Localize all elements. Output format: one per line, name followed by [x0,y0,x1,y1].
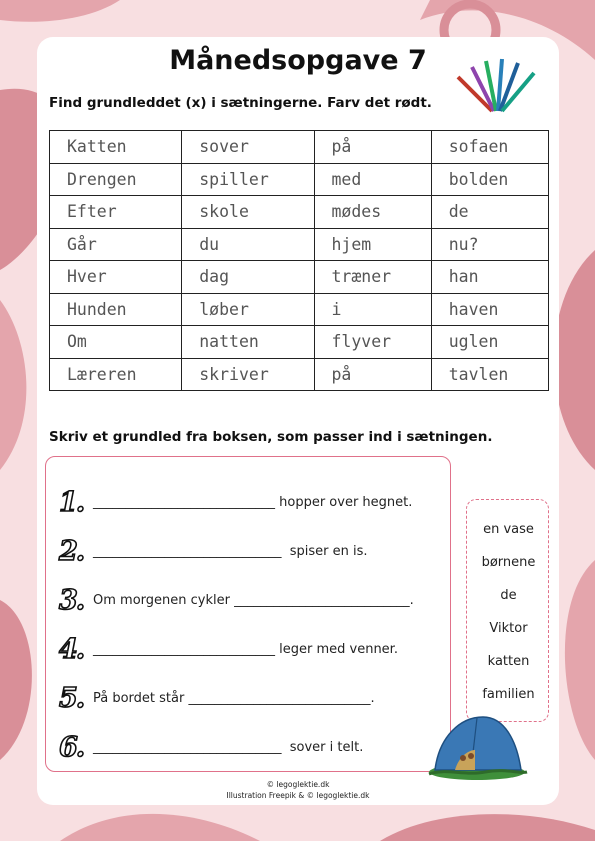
word-cell[interactable]: sofaen [431,131,548,164]
table-row [50,131,549,164]
word-cell[interactable]: natten [182,326,314,359]
word-table [49,130,549,391]
table-row [50,163,549,196]
instruction-write-subject: Skriv et grundled fra boksen, som passer ind i sætningen. [49,429,493,445]
word-cell[interactable]: skole [182,196,314,229]
word-cell[interactable]: med [314,163,431,196]
word-cell[interactable]: hjem [314,228,431,261]
worksheet [37,37,559,805]
sentence-4[interactable] [59,632,398,666]
page-title: Månedsopgave 7 [169,45,427,76]
table-row [50,228,549,261]
sentence-1[interactable] [59,485,412,519]
word-cell[interactable]: løber [182,293,314,326]
word-cell[interactable]: Om [50,326,182,359]
word-cell[interactable]: Efter [50,196,182,229]
footer-copyright: © legoglektie.dk [266,780,330,789]
table-row [50,196,549,229]
word-cell[interactable]: tavlen [431,358,548,391]
word-option: familien [482,687,535,702]
footer-credit: Illustration Freepik & © legoglektie.dk [226,791,370,800]
table-row [50,293,549,326]
word-cell[interactable]: dag [182,261,314,294]
sentence-number: 4. [59,633,84,665]
word-cell[interactable]: nu? [431,228,548,261]
sentence-number: 5. [59,682,84,714]
word-cell[interactable]: bolden [431,163,548,196]
sentence-2[interactable] [59,534,368,568]
colored-pencils-icon [452,57,544,115]
word-cell[interactable]: mødes [314,196,431,229]
word-cell[interactable]: Drengen [50,163,182,196]
sentence-text: _____________________________ sover i telt. [93,739,364,755]
word-cell[interactable]: på [314,131,431,164]
word-cell[interactable]: flyver [314,326,431,359]
word-cell[interactable]: træner [314,261,431,294]
table-row [50,261,549,294]
word-cell[interactable]: sover [182,131,314,164]
sentence-number: 3. [59,584,84,616]
word-cell[interactable]: Hunden [50,293,182,326]
sentence-text: ____________________________ hopper over hegnet. [93,494,413,510]
word-option: de [500,588,517,603]
sentence-text: _____________________________ spiser en is. [93,543,368,559]
sentence-text: På bordet står ____________________________. [93,690,375,706]
sentence-text: ____________________________ leger med venner. [93,641,398,657]
word-cell[interactable]: haven [431,293,548,326]
instruction-find-subject: Find grundleddet (x) i sætningerne. Farv det rødt. [49,95,432,111]
word-cell[interactable]: uglen [431,326,548,359]
word-cell[interactable]: de [431,196,548,229]
sentence-5[interactable] [59,681,375,715]
word-cell[interactable]: skriver [182,358,314,391]
sentence-number: 6. [59,731,84,763]
sentence-number: 2. [59,535,84,567]
sentence-number: 1. [59,486,84,518]
word-cell[interactable]: Læreren [50,358,182,391]
word-option: katten [487,654,530,669]
word-cell[interactable]: spiller [182,163,314,196]
sentences-box [45,456,451,772]
table-row [50,326,549,359]
word-cell[interactable]: på [314,358,431,391]
word-cell[interactable]: Hver [50,261,182,294]
word-cell[interactable]: du [182,228,314,261]
word-box [466,499,549,722]
word-cell[interactable]: Katten [50,131,182,164]
word-cell[interactable]: Går [50,228,182,261]
tent-icon [425,712,529,782]
sentence-3[interactable] [59,583,414,617]
word-cell[interactable]: han [431,261,548,294]
word-option: en vase [483,522,534,537]
word-option: Viktor [489,621,528,636]
word-option: børnene [481,555,536,570]
table-row [50,358,549,391]
sentence-6[interactable] [59,730,363,764]
word-cell[interactable]: i [314,293,431,326]
sentence-text: Om morgenen cykler ___________________________. [93,592,414,608]
